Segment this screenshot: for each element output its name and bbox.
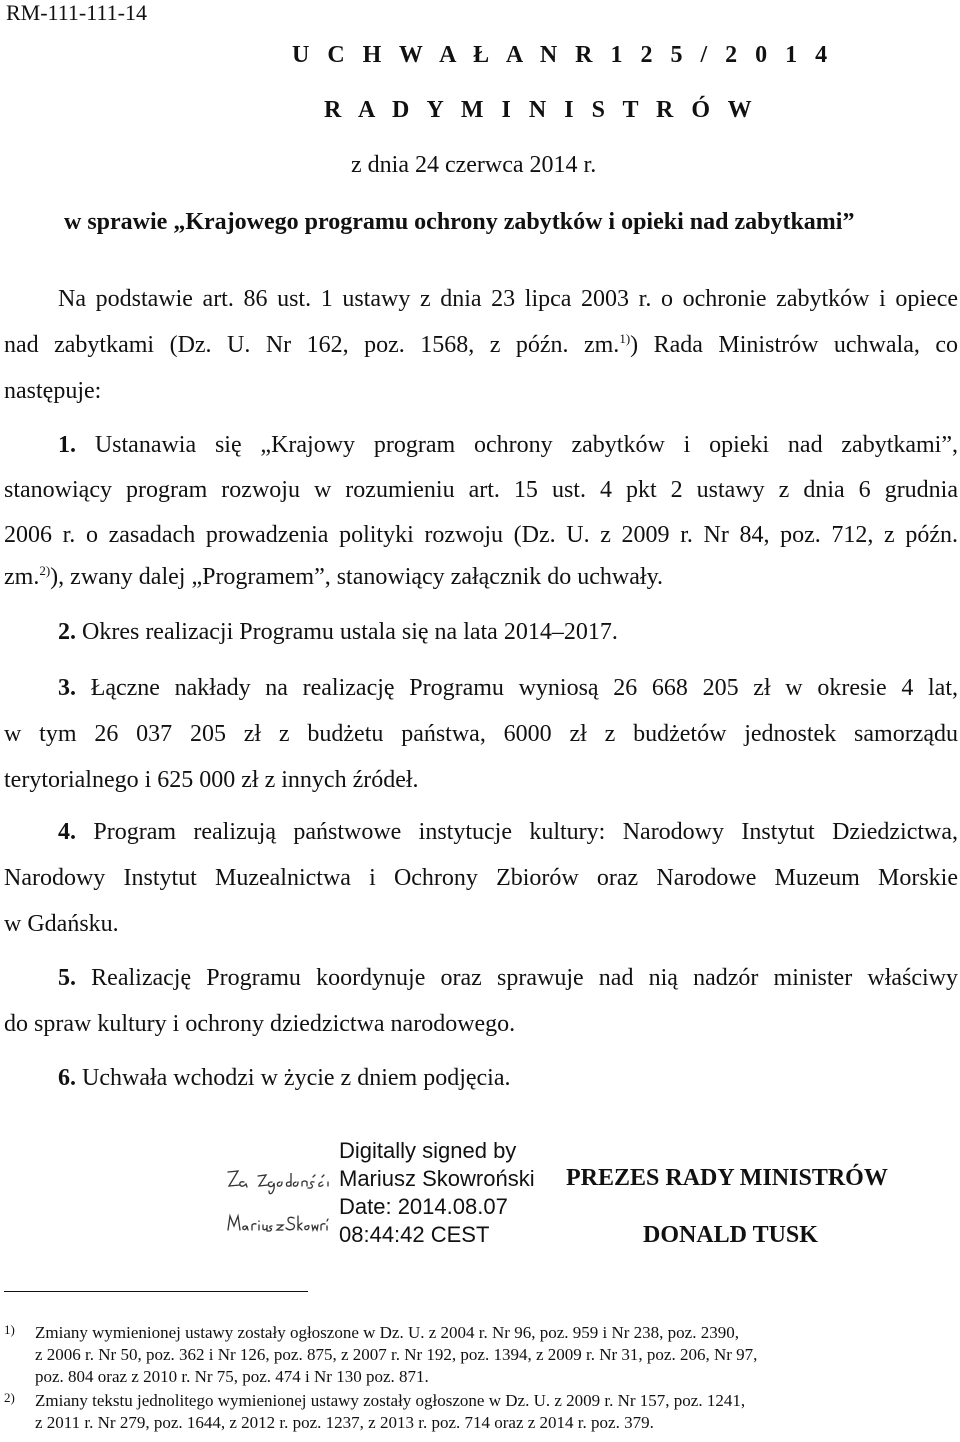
section-5-line-2: do spraw kultury i ochrony dziedzictwa narodowego. — [4, 1011, 516, 1037]
section-5-line-1: 5. Realizację Programu koordynuje oraz sprawuje nad nią nadzór minister właściwy — [58, 965, 959, 991]
document-id: RM-111-111-14 — [6, 0, 147, 25]
signatory-role: PREZES RADY MINISTRÓW — [566, 1165, 888, 1191]
handwritten-signature — [222, 1160, 332, 1240]
section-4-line-2: Narodowy Instytut Muzealnictwa i Ochrony Zbiorów oraz Narodowe Muzeum Morskie — [4, 865, 958, 891]
preamble-line-3: następuje: — [4, 378, 102, 404]
footnote-1-line-1: Zmiany wymienionej ustawy zostały ogłoszone w Dz. U. z 2004 r. Nr 96, poz. 959 i Nr 238, poz. 2390, — [35, 1323, 739, 1342]
footnote-2-line-2: z 2011 r. Nr 279, poz. 1644, z 2012 r. poz. 1237, z 2013 r. poz. 714 oraz z 2014 r. poz. 379. — [35, 1413, 654, 1432]
resolution-title: U C H W A Ł A N R 1 2 5 / 2 0 1 4 — [292, 42, 834, 68]
footnote-1-line-2: z 2006 r. Nr 50, poz. 362 i Nr 126, poz. 875, z 2007 r. Nr 192, poz. 1394, z 2009 r. Nr 31, poz. 206, Nr 97, — [35, 1345, 758, 1364]
section-5-number: 5. — [58, 965, 76, 991]
section-1-line-1: 1. Ustanawia się „Krajowy program ochrony zabytków i opieki nad zabytkami”, — [58, 432, 959, 458]
council-title: R A D Y M I N I S T R Ó W — [324, 97, 758, 123]
section-1-line-4: zm.$^{2)}$), zwany dalej „Programem”, stanowiący załącznik do uchwały. — [4, 563, 664, 590]
footnote-1-line-3: poz. 804 oraz z 2010 r. Nr 75, poz. 474 i Nr 130 poz. 871. — [35, 1367, 429, 1386]
footnote-ref-1: 1) — [619, 331, 631, 346]
digital-signature-date: Date: 2014.08.07 — [339, 1194, 508, 1219]
section-1-line-3: 2006 r. o zasadach prowadzenia polityki rozwoju (Dz. U. z 2009 r. Nr 84, poz. 712, z późn. — [4, 522, 958, 548]
section-2-number: 2. — [58, 619, 76, 645]
digital-signature-time: 08:44:42 CEST — [339, 1222, 490, 1247]
section-4-number: 4. — [58, 819, 76, 845]
section-4-line-3: w Gdańsku. — [4, 911, 119, 937]
digital-signature-line-1: Digitally signed by — [339, 1138, 517, 1163]
section-3-line-3: terytorialnego i 625 000 zł z innych źródeł. — [4, 767, 419, 793]
section-3-number: 3. — [58, 675, 76, 701]
digital-signature — [339, 1137, 535, 1249]
footnote-ref-2: 2) — [39, 563, 51, 578]
footnote-1 — [35, 1322, 958, 1388]
section-1-number: 1. — [58, 432, 76, 458]
footnote-2-line-1: Zmiany tekstu jednolitego wymienionej ustawy zostały ogłoszone w Dz. U. z 2009 r. Nr 157, poz. 1241, — [35, 1391, 746, 1410]
footnote-separator — [4, 1291, 308, 1292]
section-3-line-1: 3. Łączne nakłady na realizację Programu wyniosą 26 668 205 zł w okresie 4 lat, — [58, 675, 958, 701]
footnote-2 — [35, 1390, 958, 1434]
footnote-2-mark: 2) — [4, 1390, 15, 1405]
resolution-subject: w sprawie „Krajowego programu ochrony zabytków i opieki nad zabytkami” — [64, 209, 855, 235]
signatory-name: DONALD TUSK — [643, 1222, 818, 1248]
preamble-line-1: Na podstawie art. 86 ust. 1 ustawy z dnia 23 lipca 2003 r. o ochronie zabytków i opiece — [58, 286, 958, 312]
section-4-line-1: 4. Program realizują państwowe instytucje kultury: Narodowy Instytut Dziedzictwa, — [58, 819, 958, 845]
section-1-line-2: stanowiący program rozwoju w rozumieniu art. 15 ust. 4 pkt 2 ustawy z dnia 6 grudnia — [4, 477, 958, 503]
section-2: 2. Okres realizacji Programu ustala się na lata 2014–2017. — [58, 619, 618, 645]
resolution-date: z dnia 24 czerwca 2014 r. — [351, 152, 597, 178]
preamble-line-2: nad zabytkami (Dz. U. Nr 162, poz. 1568, z późn. zm.$^{1)}$) Rada Ministrów uchwala, co — [4, 331, 958, 358]
section-6-number: 6. — [58, 1065, 76, 1091]
digital-signature-name: Mariusz Skowroński — [339, 1166, 535, 1191]
section-3-line-2: w tym 26 037 205 zł z budżetu państwa, 6000 zł z budżetów jednostek samorządu — [4, 721, 958, 747]
footnote-1-mark: 1) — [4, 1322, 15, 1337]
section-6: 6. Uchwała wchodzi w życie z dniem podjęcia. — [58, 1065, 511, 1091]
